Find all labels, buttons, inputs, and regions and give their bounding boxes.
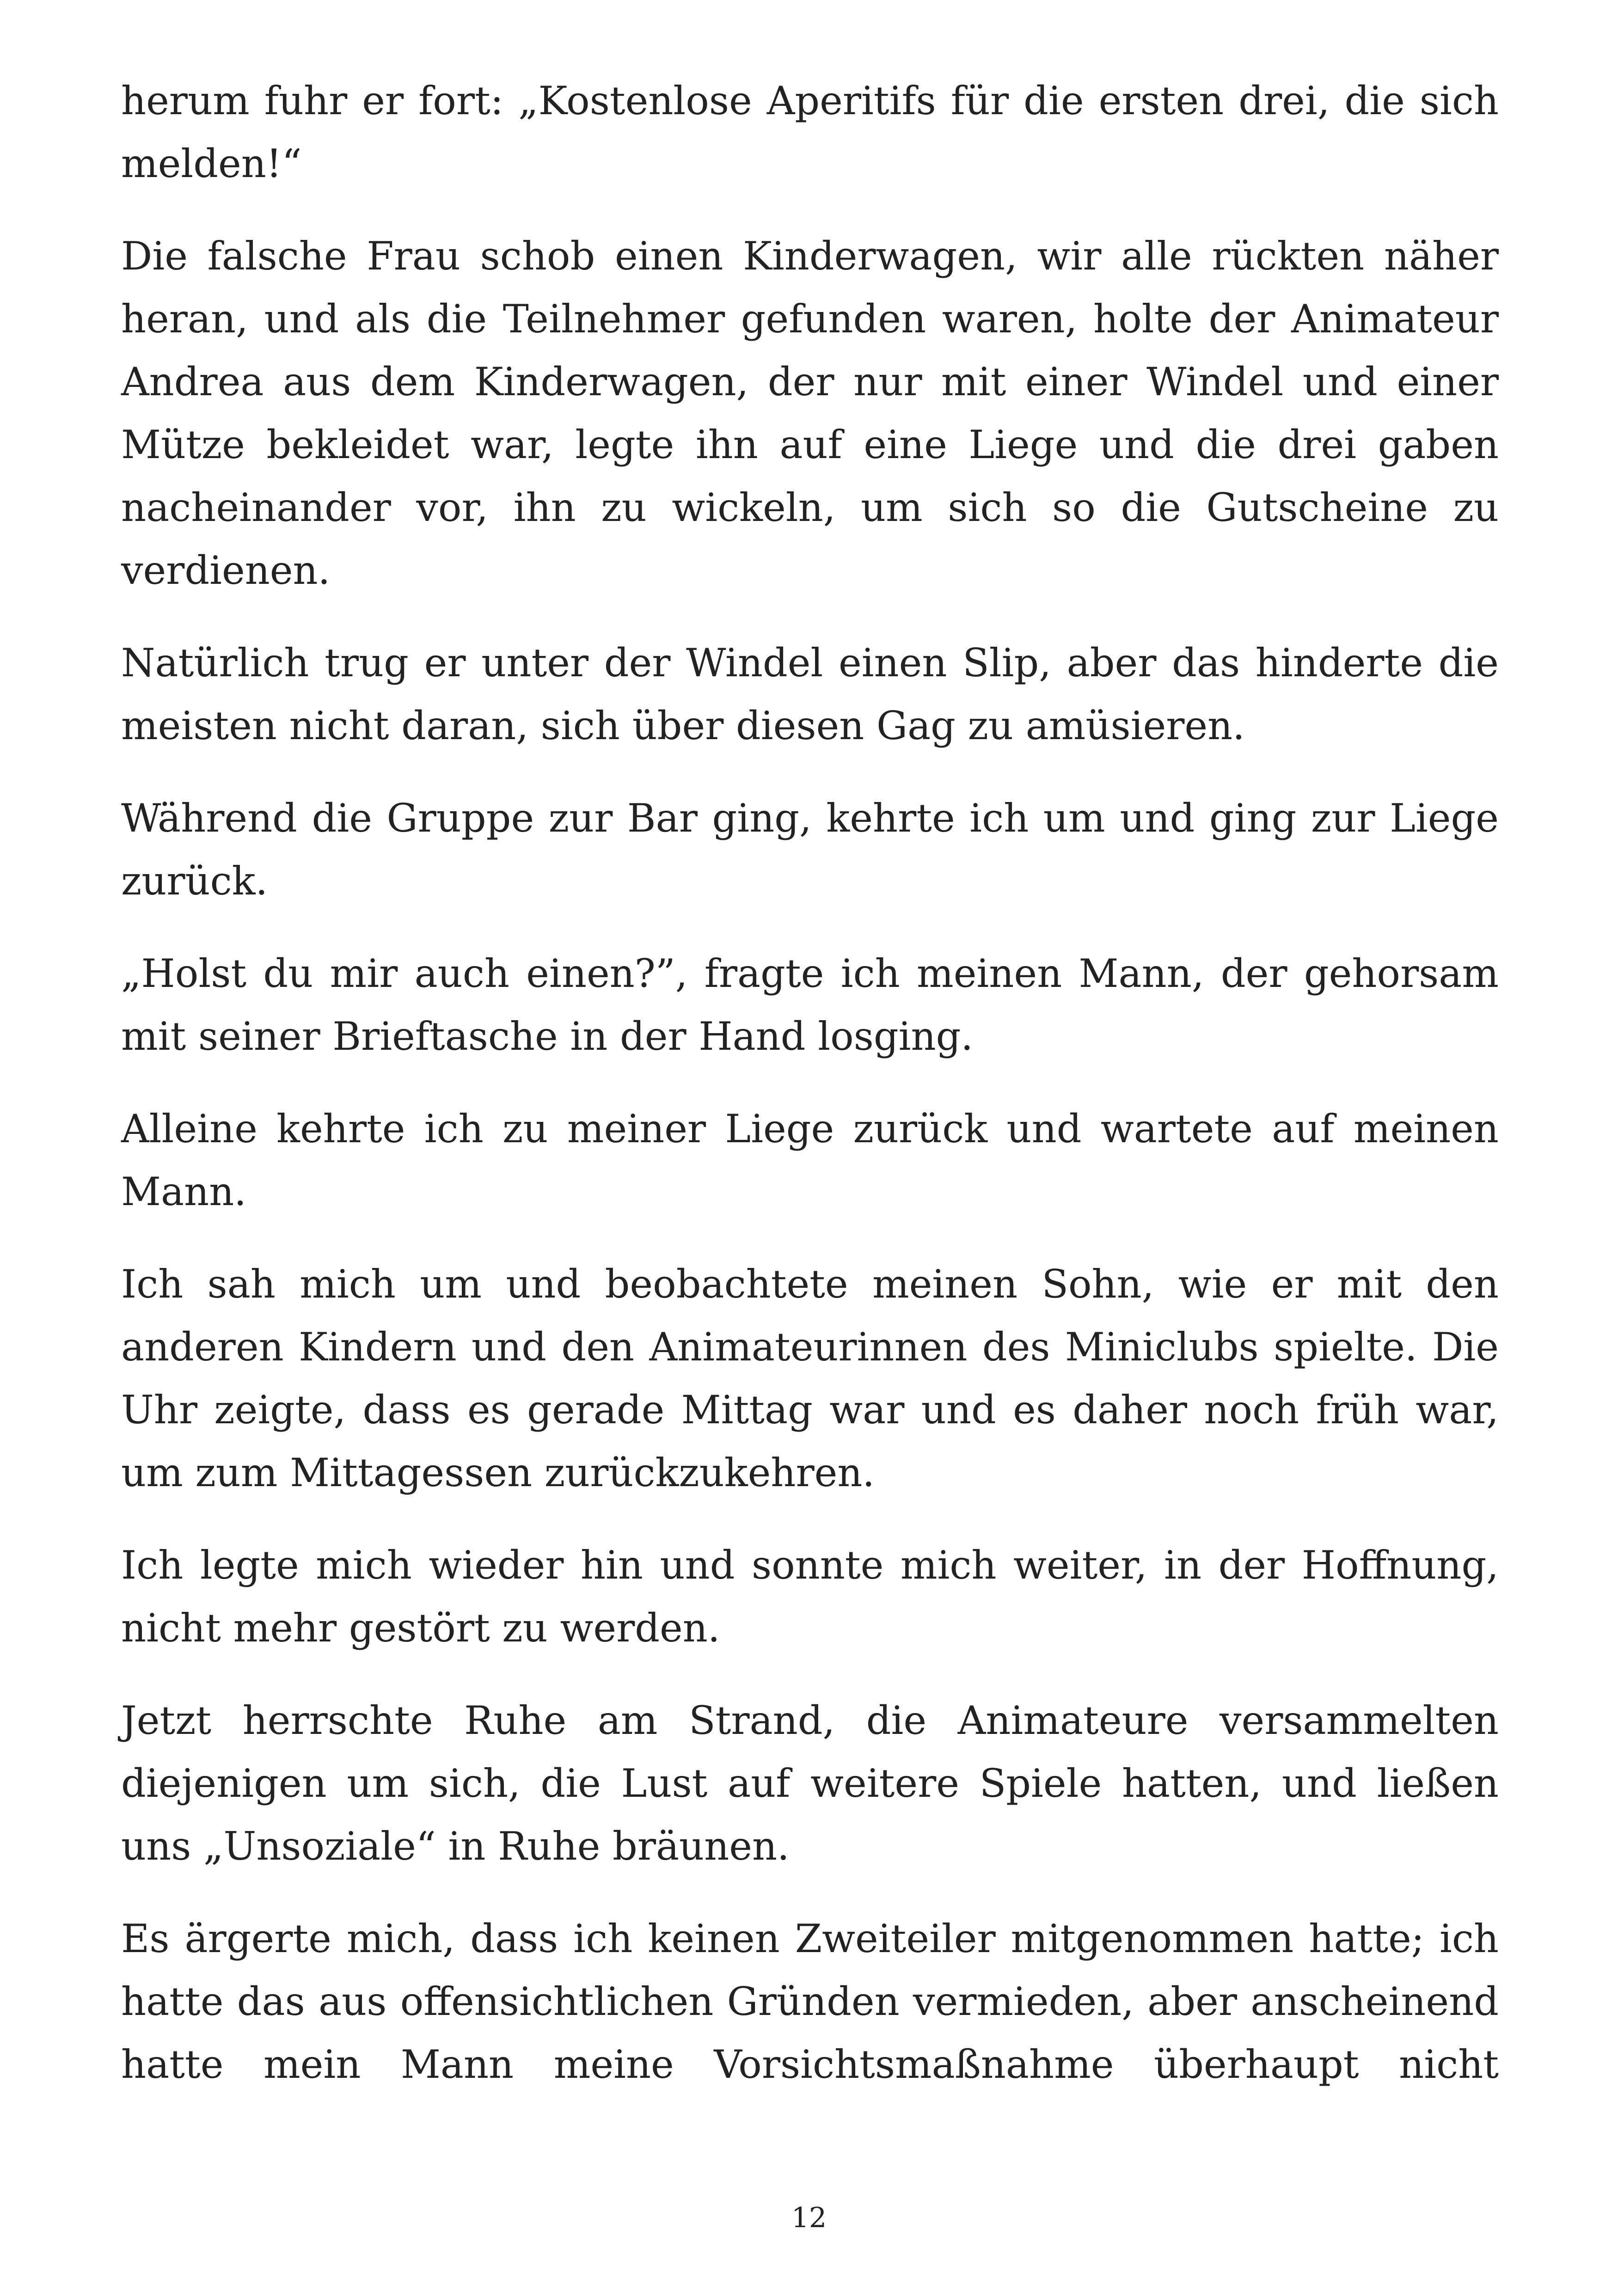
paragraph-1: herum fuhr er fort: „Kostenlose Aperitifs für die ersten drei, die sich melden!“ [121, 78, 1499, 186]
paragraph-5: „Holst du mir auch einen?”, fragte ich meinen Mann, der gehorsam mit seiner Brieftasche in der Hand losging. [121, 951, 1499, 1059]
page-number: 12 [791, 2202, 827, 2234]
paragraph-8: Ich legte mich wieder hin und sonnte mich weiter, in der Hoffnung, nicht mehr gestört zu werden. [121, 1543, 1499, 1651]
paragraph-9: Jetzt herrschte Ruhe am Strand, die Animateure versammelten diejenigen um sich, die Lust auf weitere Spiele hatten, und ließen uns „Unsoziale“ in Ruhe bräunen. [121, 1698, 1499, 1869]
paragraph-7: Ich sah mich um und beobachtete meinen Sohn, wie er mit den anderen Kindern und den Animateurinnen des Miniclubs spielte. Die Uhr zeigte, dass es gerade Mittag war und es daher noch früh war, um zum Mittagessen zurückzukehren. [121, 1261, 1499, 1495]
paragraph-2: Die falsche Frau schob einen Kinderwagen, wir alle rückten näher heran, und als die Teilnehmer gefunden waren, holte der Animateur Andrea aus dem Kinderwagen, der nur mit einer Windel und einer Mütze bekleidet war, legte ihn auf eine Liege und die drei gaben nacheinander vor, ihn zu wickeln, um sich so die Gutscheine zu verdienen. [121, 233, 1499, 593]
page-body [121, 69, 1499, 2125]
paragraph-4: Während die Gruppe zur Bar ging, kehrte ich um und ging zur Liege zurück. [121, 796, 1499, 904]
paragraph-6: Alleine kehrte ich zu meiner Liege zurück und wartete auf meinen Mann. [121, 1106, 1499, 1214]
paragraph-10: Es ärgerte mich, dass ich keinen Zweiteiler mitgenommen hatte; ich hatte das aus offensichtlichen Gründen vermieden, aber anscheinend hatte mein Mann meine Vorsichtsmaßnahme überhaupt nicht [121, 1916, 1499, 2087]
paragraph-3: Natürlich trug er unter der Windel einen Slip, aber das hinderte die meisten nicht daran, sich über diesen Gag zu amüsieren. [121, 640, 1499, 748]
